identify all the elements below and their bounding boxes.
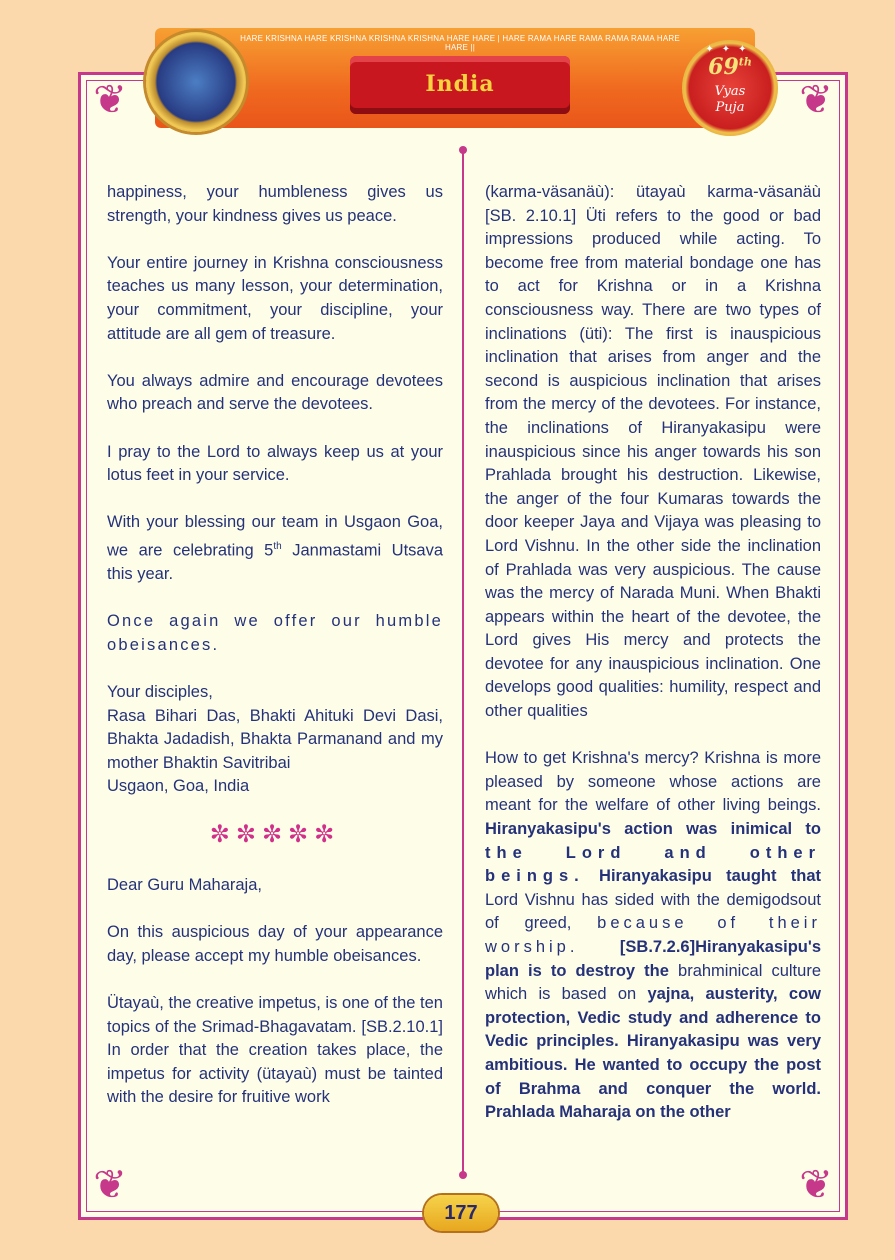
paragraph: happiness, your humbleness gives us strength, your kindness gives us peace.	[107, 183, 443, 225]
paragraph-text: because of their worship.	[485, 914, 821, 956]
deity-medallion-image	[146, 32, 246, 132]
paragraph: I pray to the Lord to always keep us at your lotus feet in your service.	[107, 442, 443, 485]
ribbon-title: India	[425, 71, 495, 97]
paragraph: You always admire and encourage devotees who preach and serve the devotees.	[107, 371, 443, 414]
bold-text: yajna, austerity, cow protection, Vedic study and adherence to Vedic principles. Hiranyakasipu was very ambitious. He wanted to occupy the post of Brahma and conquer the world. Prahlada Maharaja on the other	[485, 985, 821, 1122]
corner-ornament-bottom-left: ❦	[93, 1162, 127, 1208]
paragraph	[107, 252, 443, 346]
paragraph	[485, 747, 821, 1125]
signature-names: Rasa Bihari Das, Bhakti Ahituki Devi Dasi, Bhakta Jadadish, Bhakta Parmanand and my mother Bhaktin Savitribai	[107, 706, 443, 772]
signature-line: Your disciples,	[107, 682, 213, 701]
paragraph: Once again we offer our humble obeisances.	[107, 612, 443, 654]
corner-ornament-bottom-right: ❦	[799, 1162, 833, 1208]
badge-line-2: Puja	[715, 100, 745, 115]
badge-line-1: Vyas	[714, 84, 746, 99]
paragraph: Ütayaù, the creative impetus, is one of the ten topics of the Srimad-Bhagavatam. [SB.2.10.1] In order that the creation takes place, the impetus for activity (ütayaù) must be tainted with the desire for fruitive work	[107, 994, 443, 1107]
paragraph-text: Your entire journey in Krishna consciousness teaches us many lesson, your determination, your commitment, your discipline, your attitude are all gem of treasure.	[107, 253, 443, 343]
paragraph-text: Janmastami Utsava this year.	[107, 541, 444, 583]
paragraph-text: brahminical culture which is based on	[485, 961, 821, 1004]
badge-suffix: th	[738, 55, 752, 69]
corner-ornament-top-left: ❦	[93, 77, 127, 123]
separator-stars-icon: ✼✼✼✼✼	[209, 820, 341, 848]
vyas-puja-badge	[682, 40, 778, 136]
left-column	[107, 181, 443, 1134]
bold-text: the Lord and other beings.	[485, 843, 821, 886]
badge-number: 69	[708, 54, 739, 80]
paragraph-text: How to get Krishna's mercy? Krishna is more pleased by someone whose actions are meant for the welfare of other living beings.	[485, 749, 821, 815]
paragraph: On this auspicious day of your appearance day, please accept my humble obeisances.	[107, 923, 443, 965]
sparkle-icon: ✦✦✦	[705, 44, 755, 55]
paragraph-text: Lord Vishnu has sided with the demigodsout of greed,	[485, 890, 821, 933]
paragraph	[107, 511, 443, 586]
right-column	[485, 181, 821, 1148]
paragraph: (karma-väsanäù): ütayaù karma-väsanäù [SB. 2.10.1] Üti refers to the good or bad impressions produced while acting. To become free from material bondage one has to act for Krishna or in a Krishna consciousness way. There are two types of inclinations (üti): The first is inauspicious inclination that arises from anger and the second is auspicious inclination that arises from the mercy of the devotees. For instance, the inclinations of Hiranyakasipu were inauspicious since his anger towards his son Prahlada brought his destruction. Likewise, the anger of the four Kumaras towards the door keeper Jaya and Vijaya was pleasing to Lord Vishnu. In the other side the inclination of Prahlada was very auspicious. The cause was the mercy of Narada Muni. When Bhakti appears within the heart of the devotee, the Lord gives His mercy and protects the devotee for any inauspicious inclination. One develops good qualities: humility, respect and other qualities	[485, 183, 821, 721]
bold-text: Hiranyakasipu's action was inimical to	[485, 820, 821, 839]
page-number: 177	[424, 1195, 498, 1231]
signature-location: Usgaon, Goa, India	[107, 777, 250, 796]
paragraph-text: With your blessing our team in Usgaon Goa, we are celebrating 5	[107, 513, 443, 560]
bold-text: Hiranyakasipu taught that	[584, 867, 821, 886]
title-ribbon	[350, 56, 570, 114]
header-chant: HARE KRISHNA HARE KRISHNA KRISHNA KRISHNA HARE HARE | HARE RAMA HARE RAMA RAMA RAMA HARE HARE ||	[240, 34, 680, 52]
superscript: th	[273, 540, 282, 552]
corner-ornament-top-right: ❦	[799, 77, 833, 123]
column-divider	[462, 150, 464, 1175]
salutation: Dear Guru Maharaja,	[107, 876, 262, 895]
bold-text: [SB.7.2.6]Hiranyakasipu's plan is to destroy the	[485, 938, 821, 980]
